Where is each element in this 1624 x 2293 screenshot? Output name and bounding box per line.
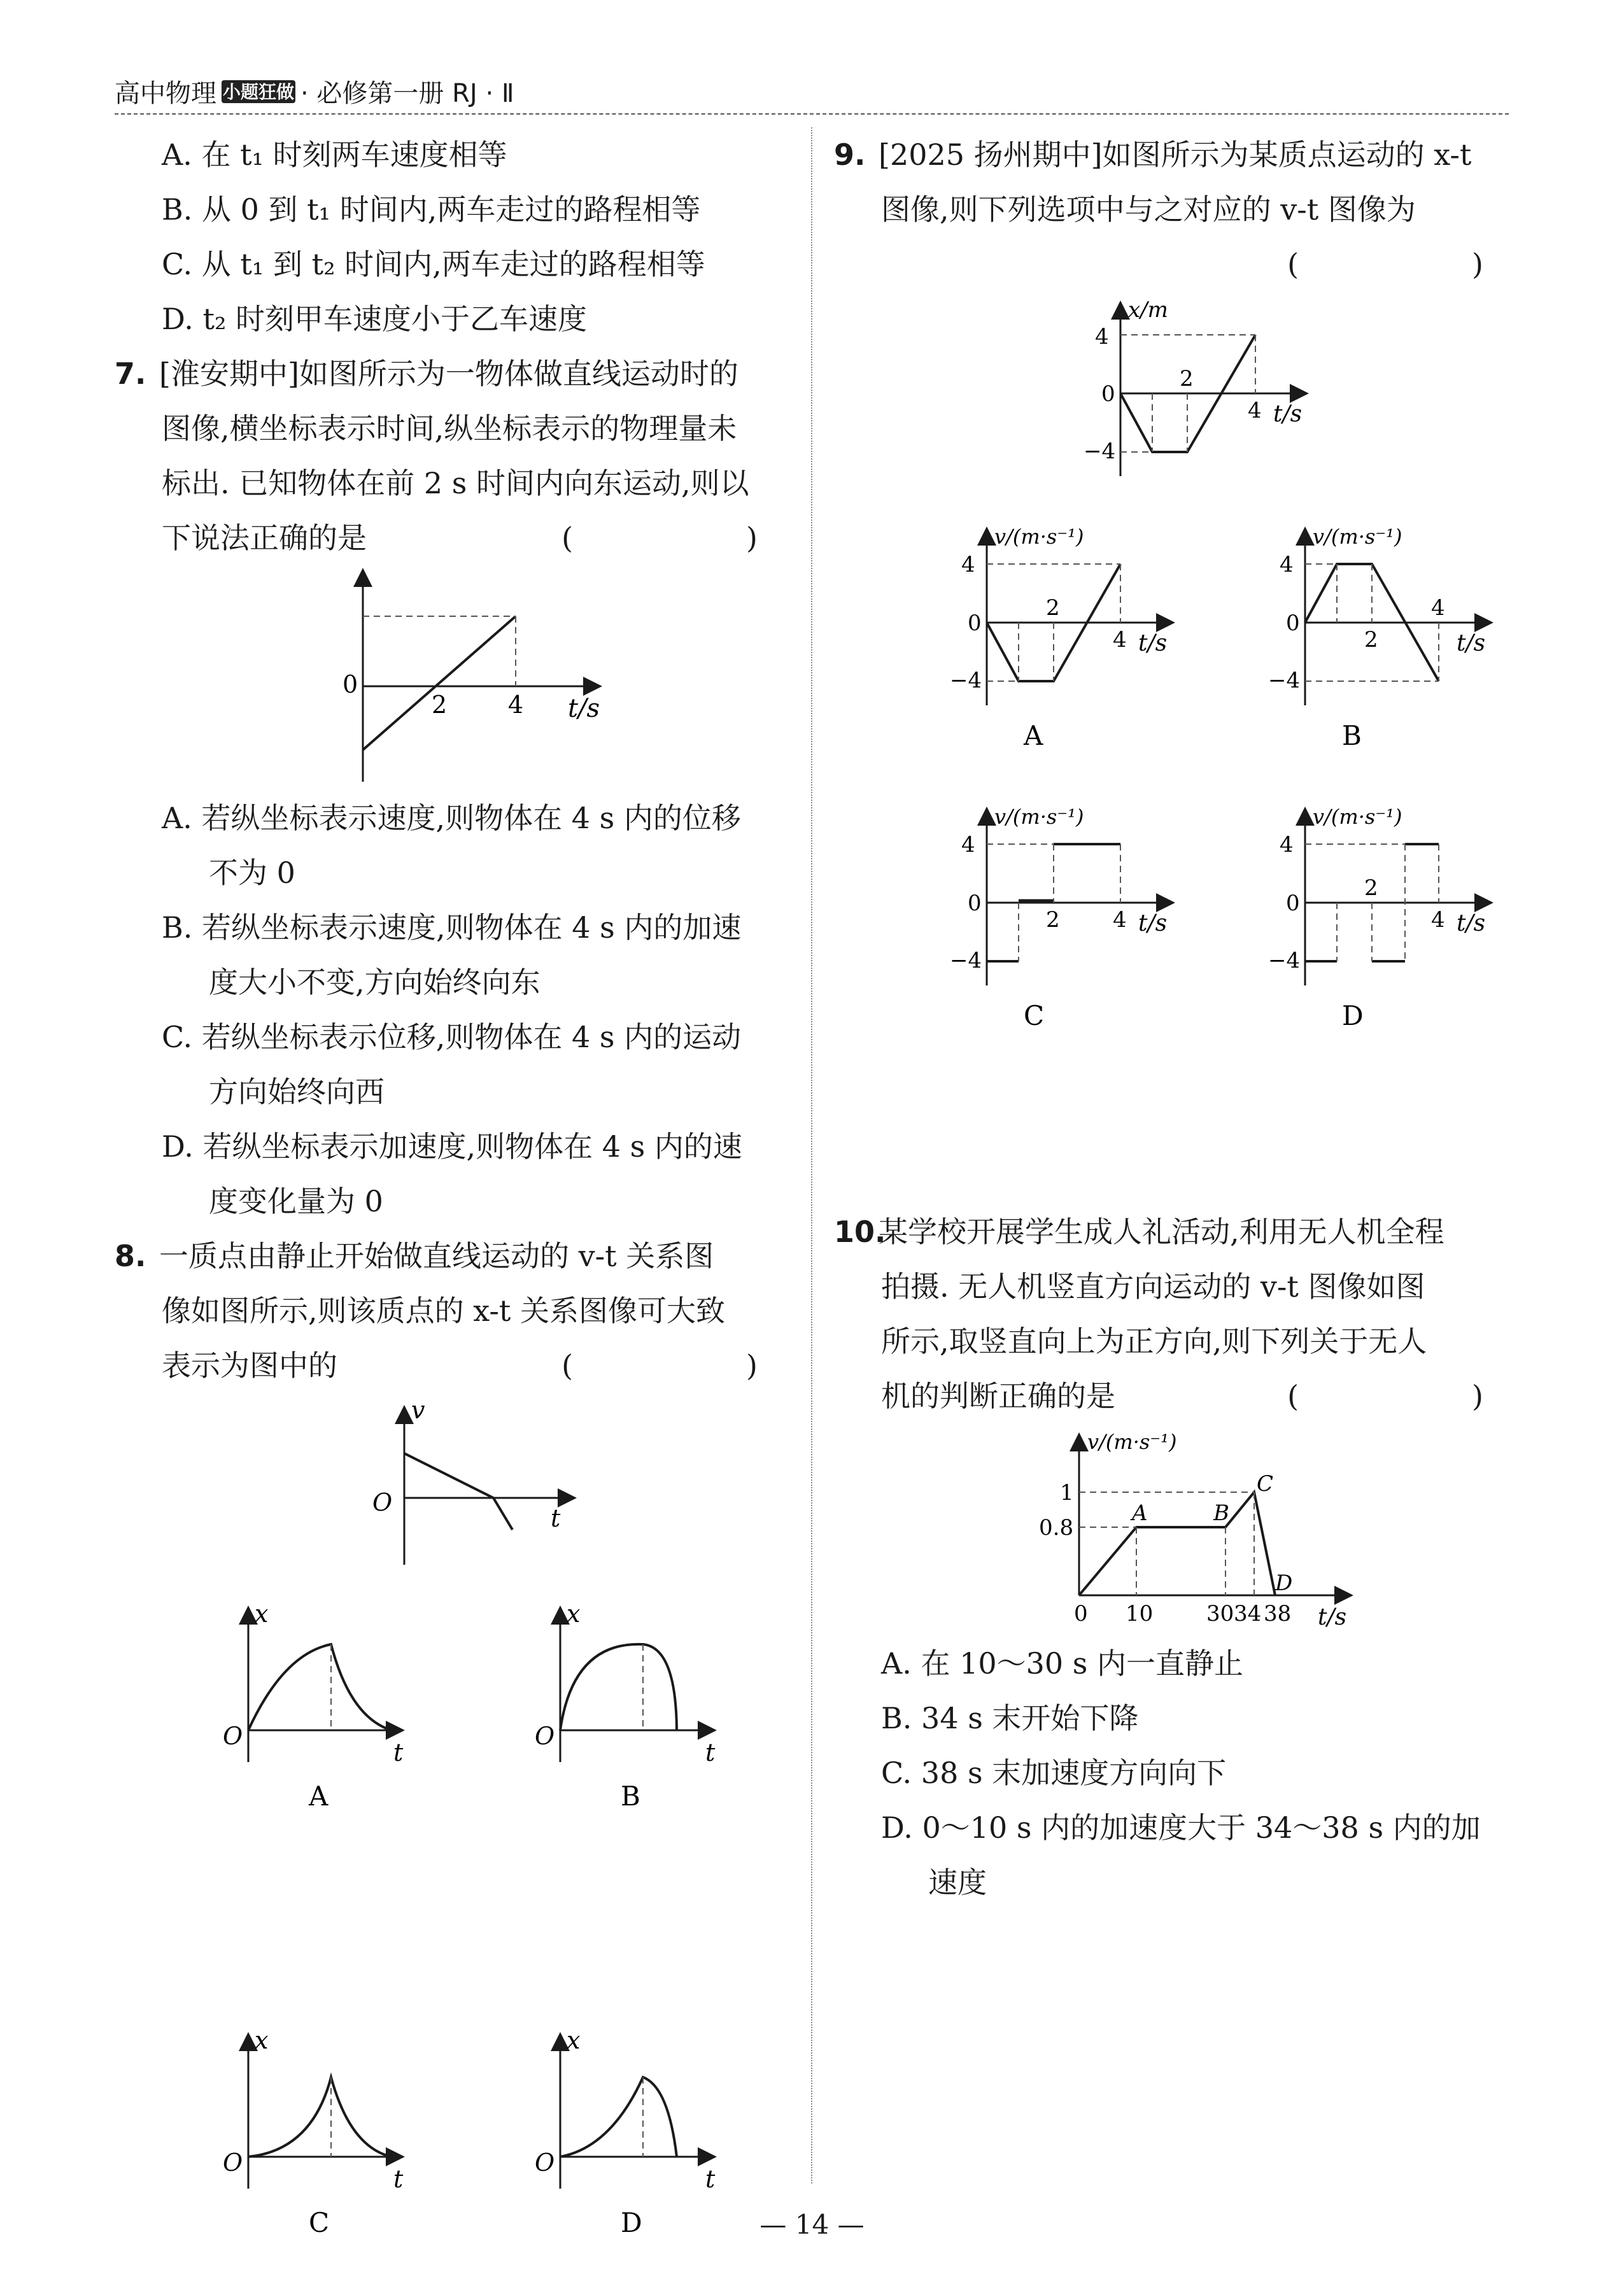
header-subtitle: · 必修第一册 RJ · Ⅱ [300, 79, 514, 108]
q7-x-label: t/s [568, 694, 600, 723]
svg-text:t: t [551, 1504, 561, 1532]
svg-text:小题狂做: 小题狂做 [222, 81, 295, 102]
svg-text:2: 2 [1364, 627, 1378, 653]
right-column [834, 127, 1522, 1910]
svg-text:v/(m·s⁻¹): v/(m·s⁻¹) [994, 805, 1084, 829]
svg-text:1: 1 [1060, 1480, 1074, 1506]
svg-text:2: 2 [1046, 907, 1060, 933]
svg-text:v/(m·s⁻¹): v/(m·s⁻¹) [994, 525, 1084, 549]
svg-text:4: 4 [1431, 907, 1445, 933]
q9-choice-b-label: B [1342, 720, 1362, 751]
svg-text:t: t [393, 2165, 404, 2193]
svg-text:t/s: t/s [1457, 630, 1486, 656]
svg-text:0.8: 0.8 [1039, 1515, 1074, 1541]
q7-option-a-1: A. 若纵坐标表示速度,则物体在 4 s 内的位移 [162, 801, 741, 835]
svg-text:4: 4 [1248, 398, 1262, 423]
q7-number: 7. [115, 356, 146, 391]
header-title: 高中物理 [115, 79, 216, 108]
svg-text:−4: −4 [950, 948, 982, 973]
svg-text:−4: −4 [1084, 439, 1116, 464]
q10-stem-line-2: 拍摄. 无人机竖直方向运动的 v-t 图像如图 [881, 1269, 1425, 1304]
q7-origin: 0 [342, 670, 358, 698]
q8-choice-a-curve [248, 1644, 392, 1730]
brand-logo [220, 78, 297, 106]
svg-text:v/(m·s⁻¹): v/(m·s⁻¹) [1313, 525, 1402, 549]
q9-choice-b-graph [1268, 525, 1490, 751]
column-divider [811, 127, 812, 2184]
svg-text:t: t [705, 2165, 716, 2193]
q6-option-b: B. 从 0 到 t₁ 时间内,两车走过的路程相等 [162, 192, 701, 227]
svg-text:10: 10 [1126, 1601, 1154, 1626]
q8-choice-b-label: B [621, 1781, 640, 1812]
q7-stem-line-3: 标出. 已知物体在前 2 s 时间内向东运动,则以 [162, 466, 749, 500]
svg-text:38: 38 [1264, 1601, 1292, 1626]
svg-text:x: x [567, 1600, 581, 1628]
svg-text:2: 2 [1046, 595, 1060, 621]
svg-text:−4: −4 [950, 668, 982, 693]
q10-stem-line-4: 机的判断正确的是 ( ) [834, 1369, 1522, 1423]
svg-text:0: 0 [1286, 891, 1300, 916]
q8-stem-line-2: 像如图所示,则该质点的 x-t 关系图像可大致 [162, 1294, 726, 1328]
q7-option-b-2: 度大小不变,方向始终向东 [209, 965, 540, 999]
q10-figure [834, 1423, 1522, 1633]
svg-text:O: O [535, 2148, 555, 2177]
svg-text:v: v [411, 1396, 425, 1424]
svg-text:O: O [223, 2148, 243, 2177]
q7-figure [115, 565, 796, 788]
svg-text:O: O [372, 1488, 393, 1516]
q8-stem-line-1: 8. 一质点由静止开始做直线运动的 v-t 关系图 [115, 1229, 796, 1283]
svg-text:4: 4 [1113, 627, 1127, 653]
svg-text:4: 4 [1280, 552, 1294, 577]
q9-choice-d-label: D [1342, 1000, 1364, 1031]
q7-option-b-1: B. 若纵坐标表示速度,则物体在 4 s 内的加速 [162, 910, 742, 945]
svg-text:4: 4 [1095, 324, 1109, 349]
svg-text:0: 0 [1286, 610, 1300, 636]
q9-choice-d-graph [1268, 805, 1490, 1031]
svg-text:t: t [705, 1739, 716, 1767]
svg-text:0: 0 [968, 891, 982, 916]
svg-text:v/(m·s⁻¹): v/(m·s⁻¹) [1313, 805, 1402, 829]
q9-stem-line-2: 图像,则下列选项中与之对应的 v-t 图像为 [881, 192, 1416, 227]
q10-vt-line [1079, 1492, 1275, 1595]
svg-text:30: 30 [1206, 1601, 1234, 1626]
q10-stem-line-1: 10.某学校开展学生成人礼活动,利用无人机全程 [834, 1204, 1522, 1259]
svg-text:t/s: t/s [1273, 401, 1303, 427]
q10-option-c: C. 38 s 末加速度方向向下 [881, 1756, 1227, 1790]
q8-main-graph [372, 1396, 573, 1565]
svg-text:t/s: t/s [1138, 910, 1168, 936]
q7-option-a-2: 不为 0 [209, 856, 295, 890]
svg-text:t: t [393, 1739, 404, 1767]
q8-choice-a-graph [223, 1600, 404, 1812]
q10-option-d-2: 速度 [928, 1865, 987, 1900]
q10-option-b: B. 34 s 末开始下降 [881, 1701, 1139, 1735]
q10-number: 10. [834, 1215, 886, 1249]
svg-text:x: x [255, 2026, 269, 2054]
svg-text:x: x [255, 1600, 269, 1628]
q8-choice-d-graph [535, 2026, 716, 2238]
q8-number: 8. [115, 1239, 146, 1273]
q7-stem-line-2: 图像,横坐标表示时间,纵坐标表示的物理量未 [162, 411, 737, 446]
q8-choice-b-graph [535, 1600, 716, 1812]
q9-figures [834, 292, 1522, 1202]
q10-option-a: A. 在 10～30 s 内一直静止 [881, 1646, 1244, 1681]
q7-option-d-2: 度变化量为 0 [209, 1184, 383, 1218]
q8-figures [115, 1393, 796, 2290]
q6-option-d: D. t₂ 时刻甲车速度小于乙车速度 [162, 302, 588, 336]
svg-text:0: 0 [1074, 1601, 1088, 1626]
q9-main-graph [1084, 297, 1305, 476]
q10-point-d: D [1275, 1570, 1293, 1596]
q8-choice-d-curve [560, 2077, 677, 2157]
q8-stem-line-3: 表示为图中的 ( ) [115, 1338, 796, 1393]
q9-answer-paren: ( ) [1287, 247, 1522, 281]
svg-text:x: x [567, 2026, 581, 2054]
q7-option-c-1: C. 若纵坐标表示位移,则物体在 4 s 内的运动 [162, 1020, 742, 1054]
q10-stem-line-3: 所示,取竖直向上为正方向,则下列关于无人 [881, 1324, 1427, 1358]
q6-option-c: C. 从 t₁ 到 t₂ 时间内,两车走过的路程相等 [162, 247, 705, 281]
q10-answer-paren: ( ) [1287, 1379, 1522, 1413]
q8-choice-c-label: C [309, 2207, 330, 2238]
svg-text:−4: −4 [1268, 948, 1301, 973]
page-header [115, 73, 514, 109]
q7-tick-2: 2 [432, 691, 448, 719]
svg-text:0: 0 [968, 610, 982, 636]
q7-stem-line-4: 下说法正确的是 ( ) [115, 511, 796, 565]
header-divider [115, 113, 1509, 115]
svg-text:0: 0 [1101, 381, 1115, 407]
svg-text:4: 4 [1431, 595, 1445, 621]
q10-point-b: B [1213, 1500, 1229, 1526]
q10-point-a: A [1132, 1500, 1148, 1526]
q9-stem-line-1: 9. [2025 扬州期中]如图所示为某质点运动的 x-t [834, 127, 1522, 182]
svg-text:O: O [223, 1722, 243, 1750]
svg-text:4: 4 [1280, 832, 1294, 857]
svg-text:4: 4 [961, 552, 975, 577]
svg-text:4: 4 [961, 832, 975, 857]
page-number: — 14 — [759, 2209, 865, 2240]
svg-text:2: 2 [1364, 875, 1378, 901]
svg-text:−4: −4 [1268, 668, 1301, 693]
q9-choice-c-label: C [1024, 1000, 1045, 1031]
left-column [115, 127, 796, 2293]
svg-text:O: O [535, 1722, 555, 1750]
q8-choice-c-curve [248, 2077, 392, 2157]
svg-text:2: 2 [1180, 366, 1194, 392]
q6-option-a: A. 在 t₁ 时刻两车速度相等 [162, 138, 507, 172]
svg-text:t/s: t/s [1457, 910, 1486, 936]
q7-stem-line-1: 7. [淮安期中]如图所示为一物体做直线运动时的 [115, 346, 796, 401]
q8-choice-b-curve [560, 1644, 677, 1730]
svg-text:t/s: t/s [1318, 1604, 1347, 1630]
q9-choice-c-graph [950, 805, 1171, 1031]
svg-text:t/s: t/s [1138, 630, 1168, 656]
q8-main-line [404, 1453, 512, 1530]
q8-answer-paren: ( ) [561, 1348, 796, 1383]
q8-choice-c-graph [223, 2026, 404, 2238]
q7-line [363, 616, 516, 750]
svg-text:v/(m·s⁻¹): v/(m·s⁻¹) [1087, 1430, 1177, 1454]
q7-answer-paren: ( ) [561, 521, 796, 555]
q7-option-d-1: D. 若纵坐标表示加速度,则物体在 4 s 内的速 [162, 1129, 742, 1164]
svg-text:x/m: x/m [1128, 297, 1168, 323]
q9-choice-a-graph [950, 525, 1171, 751]
q9-choice-a-label: A [1024, 720, 1043, 751]
svg-text:34: 34 [1234, 1601, 1262, 1626]
q8-choice-d-label: D [621, 2207, 642, 2238]
q8-choice-a-label: A [309, 1781, 328, 1812]
q10-option-d-1: D. 0～10 s 内的加速度大于 34～38 s 内的加 [881, 1810, 1481, 1845]
q9-number: 9. [834, 138, 866, 172]
q7-tick-4: 4 [508, 691, 524, 719]
q7-option-c-2: 方向始终向西 [209, 1075, 385, 1109]
q10-point-c: C [1257, 1471, 1274, 1497]
svg-text:4: 4 [1113, 907, 1127, 933]
